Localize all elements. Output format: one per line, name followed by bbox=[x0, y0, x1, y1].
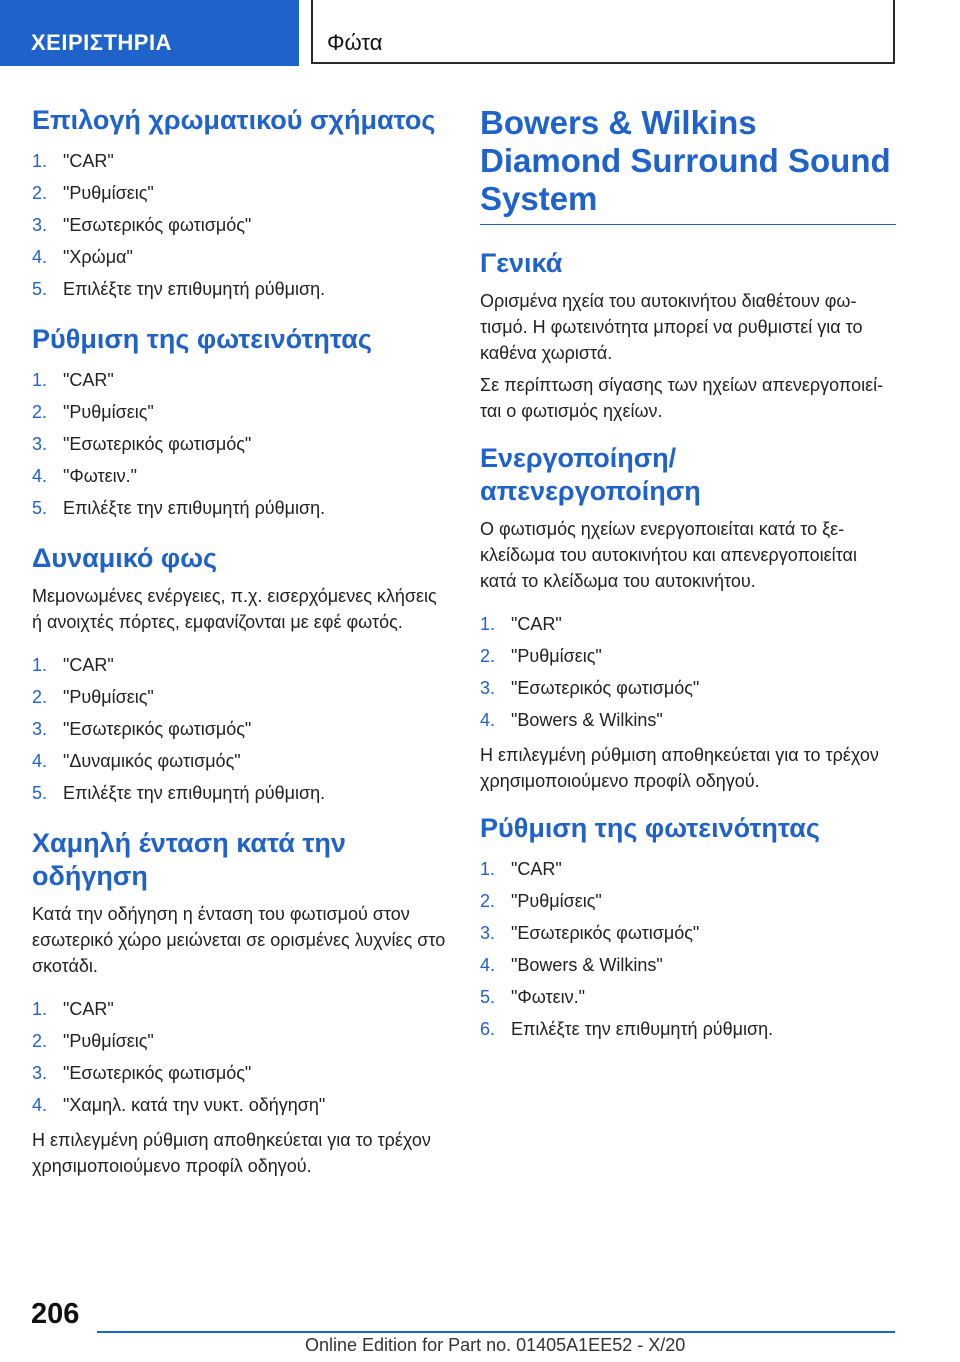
step-number: 6. bbox=[480, 1019, 496, 1039]
step-text: "Εσωτερικός φωτισμός" bbox=[511, 678, 700, 698]
page-number: 206 bbox=[31, 1298, 80, 1330]
step-item bbox=[32, 460, 450, 492]
step-text: Επιλέξτε την επιθυμητή ρύθμιση. bbox=[63, 783, 326, 803]
steps-brightness bbox=[32, 364, 450, 524]
step-number: 3. bbox=[32, 434, 48, 454]
step-number: 2. bbox=[32, 402, 48, 422]
steps-dimming-driving bbox=[32, 993, 450, 1121]
page-header bbox=[0, 0, 960, 66]
step-number: 4. bbox=[480, 955, 496, 975]
step-item bbox=[480, 917, 896, 949]
step-text: "Εσωτερικός φωτισμός" bbox=[63, 1063, 252, 1083]
text-general-1: Ορισμένα ηχεία του αυτοκινήτου διαθέτουν φωτισμό. Η φωτεινότητα μπορεί να ρυθμιστεί για το καθένα χωριστά. bbox=[480, 291, 863, 363]
step-text: "CAR" bbox=[63, 655, 114, 675]
step-text: Επιλέξτε την επιθυμητή ρύθμιση. bbox=[63, 279, 326, 299]
steps-activation bbox=[480, 608, 896, 736]
step-text: "Ρυθμίσεις" bbox=[63, 687, 154, 707]
left-column bbox=[32, 104, 450, 1185]
step-text: "Εσωτερικός φωτισμός" bbox=[511, 923, 700, 943]
step-item bbox=[32, 1089, 450, 1121]
step-text: "Ρυθμίσεις" bbox=[63, 402, 154, 422]
step-number: 4. bbox=[32, 247, 48, 267]
step-number: 4. bbox=[32, 1095, 48, 1115]
step-item bbox=[32, 681, 450, 713]
step-item bbox=[32, 1057, 450, 1089]
step-number: 1. bbox=[32, 370, 48, 390]
step-number: 1. bbox=[32, 999, 48, 1019]
step-text: "CAR" bbox=[63, 151, 114, 171]
step-item bbox=[32, 145, 450, 177]
step-text: Επιλέξτε την επιθυμητή ρύθμιση. bbox=[63, 498, 326, 518]
step-number: 3. bbox=[480, 678, 496, 698]
step-number: 2. bbox=[32, 1031, 48, 1051]
step-number: 4. bbox=[480, 710, 496, 730]
step-number: 5. bbox=[32, 279, 48, 299]
step-item bbox=[32, 364, 450, 396]
heading-brightness: Ρύθμιση της φωτεινότητας bbox=[32, 324, 372, 354]
step-text: "Εσωτερικός φωτισμός" bbox=[63, 719, 252, 739]
step-number: 2. bbox=[480, 891, 496, 911]
step-text: "CAR" bbox=[511, 859, 562, 879]
step-text: "Εσωτερικός φωτισμός" bbox=[63, 434, 252, 454]
heading-color-scheme: Επιλογή χρωματικού σχήματος bbox=[32, 105, 436, 135]
step-text: "CAR" bbox=[511, 614, 562, 634]
steps-color-scheme bbox=[32, 145, 450, 305]
step-number: 2. bbox=[480, 646, 496, 666]
step-number: 3. bbox=[32, 719, 48, 739]
step-number: 1. bbox=[32, 151, 48, 171]
step-text: "CAR" bbox=[63, 999, 114, 1019]
footer-divider bbox=[97, 1331, 895, 1333]
step-item bbox=[480, 949, 896, 981]
step-number: 2. bbox=[32, 183, 48, 203]
text-general-2: Σε περίπτωση σίγασης των ηχείων απενεργοποιείται ο φωτισμός ηχείων. bbox=[480, 375, 884, 421]
step-number: 4. bbox=[32, 466, 48, 486]
step-item bbox=[480, 981, 896, 1013]
step-text: "Φωτειν." bbox=[63, 466, 138, 486]
step-item bbox=[32, 993, 450, 1025]
step-item bbox=[32, 396, 450, 428]
step-text: "Bowers & Wilkins" bbox=[511, 955, 663, 975]
step-text: "Δυναμικός φωτισμός" bbox=[63, 751, 241, 771]
step-item bbox=[480, 672, 896, 704]
text-dynamic-light: Μεμονωμένες ενέργειες, π.χ. εισερχόμενες κλήσεις ή ανοιχτές πόρτες, εμφανίζονται με εφέ φωτός. bbox=[32, 586, 437, 632]
step-text: "Ρυθμίσεις" bbox=[63, 183, 154, 203]
heading-general: Γενικά bbox=[480, 248, 563, 278]
step-number: 5. bbox=[32, 783, 48, 803]
step-item bbox=[480, 640, 896, 672]
step-item bbox=[32, 241, 450, 273]
chapter-tab: Φώτα bbox=[311, 0, 895, 64]
step-number: 5. bbox=[480, 987, 496, 1007]
step-number: 1. bbox=[480, 859, 496, 879]
note-dimming-driving: Η επιλεγμένη ρύθμιση αποθηκεύεται για το τρέχον χρησιμοποιούμενο προφίλ οδηγού. bbox=[32, 1130, 431, 1176]
step-item bbox=[32, 428, 450, 460]
step-number: 2. bbox=[32, 687, 48, 707]
step-item bbox=[32, 177, 450, 209]
step-number: 3. bbox=[32, 1063, 48, 1083]
footer-edition: Online Edition for Part no. 01405A1EE52 - X/20 bbox=[305, 1335, 686, 1355]
step-text: "Ρυθμίσεις" bbox=[511, 646, 602, 666]
step-item bbox=[32, 1025, 450, 1057]
step-item bbox=[480, 885, 896, 917]
section-tab: ΧΕΙΡΙΣΤΗΡΙΑ bbox=[0, 0, 299, 66]
step-item bbox=[32, 777, 450, 809]
step-number: 1. bbox=[32, 655, 48, 675]
step-item bbox=[32, 713, 450, 745]
step-item bbox=[32, 745, 450, 777]
step-number: 3. bbox=[480, 923, 496, 943]
step-text: "CAR" bbox=[63, 370, 114, 390]
step-item bbox=[480, 853, 896, 885]
heading-dynamic-light: Δυναμικό φως bbox=[32, 543, 218, 573]
main-title: Bowers & Wilkins Diamond Surround Sound System bbox=[480, 104, 896, 225]
step-number: 5. bbox=[32, 498, 48, 518]
steps-dynamic-light bbox=[32, 649, 450, 809]
note-activation: Η επιλεγμένη ρύθμιση αποθηκεύεται για το τρέχον χρησιμοποιούμενο προφίλ οδηγού. bbox=[480, 745, 879, 791]
heading-activation: Ενεργοποίηση/απενεργοποίηση bbox=[480, 443, 701, 506]
step-text: Επιλέξτε την επιθυμητή ρύθμιση. bbox=[511, 1019, 774, 1039]
step-text: "Ρυθμίσεις" bbox=[511, 891, 602, 911]
step-text: "Χαμηλ. κατά την νυκτ. οδήγηση" bbox=[63, 1095, 326, 1115]
step-text: "Εσωτερικός φωτισμός" bbox=[63, 215, 252, 235]
step-item bbox=[32, 649, 450, 681]
text-dimming-driving: Κατά την οδήγηση η ένταση του φωτισμού στον εσωτερικό χώρο μειώνεται σε ορισμένες λυχνίες στο σκοτάδι. bbox=[32, 904, 446, 976]
step-text: "Χρώμα" bbox=[63, 247, 133, 267]
step-item bbox=[480, 704, 896, 736]
text-activation: Ο φωτισμός ηχείων ενεργοποιείται κατά το ξεκλείδωμα του αυτοκινήτου και απενεργοποιείται κατά το κλείδωμα του αυτοκινήτου. bbox=[480, 519, 857, 591]
step-text: "Ρυθμίσεις" bbox=[63, 1031, 154, 1051]
step-item bbox=[32, 209, 450, 241]
step-number: 1. bbox=[480, 614, 496, 634]
step-text: "Bowers & Wilkins" bbox=[511, 710, 663, 730]
steps-speaker-brightness bbox=[480, 853, 896, 1045]
step-number: 3. bbox=[32, 215, 48, 235]
heading-dimming-driving: Χαμηλή ένταση κατά την οδήγηση bbox=[32, 828, 346, 891]
right-column bbox=[480, 104, 896, 1051]
step-item bbox=[32, 273, 450, 305]
step-text: "Φωτειν." bbox=[511, 987, 586, 1007]
step-item bbox=[32, 492, 450, 524]
heading-speaker-brightness: Ρύθμιση της φωτεινότητας bbox=[480, 813, 820, 843]
step-item bbox=[480, 1013, 896, 1045]
step-number: 4. bbox=[32, 751, 48, 771]
step-item bbox=[480, 608, 896, 640]
